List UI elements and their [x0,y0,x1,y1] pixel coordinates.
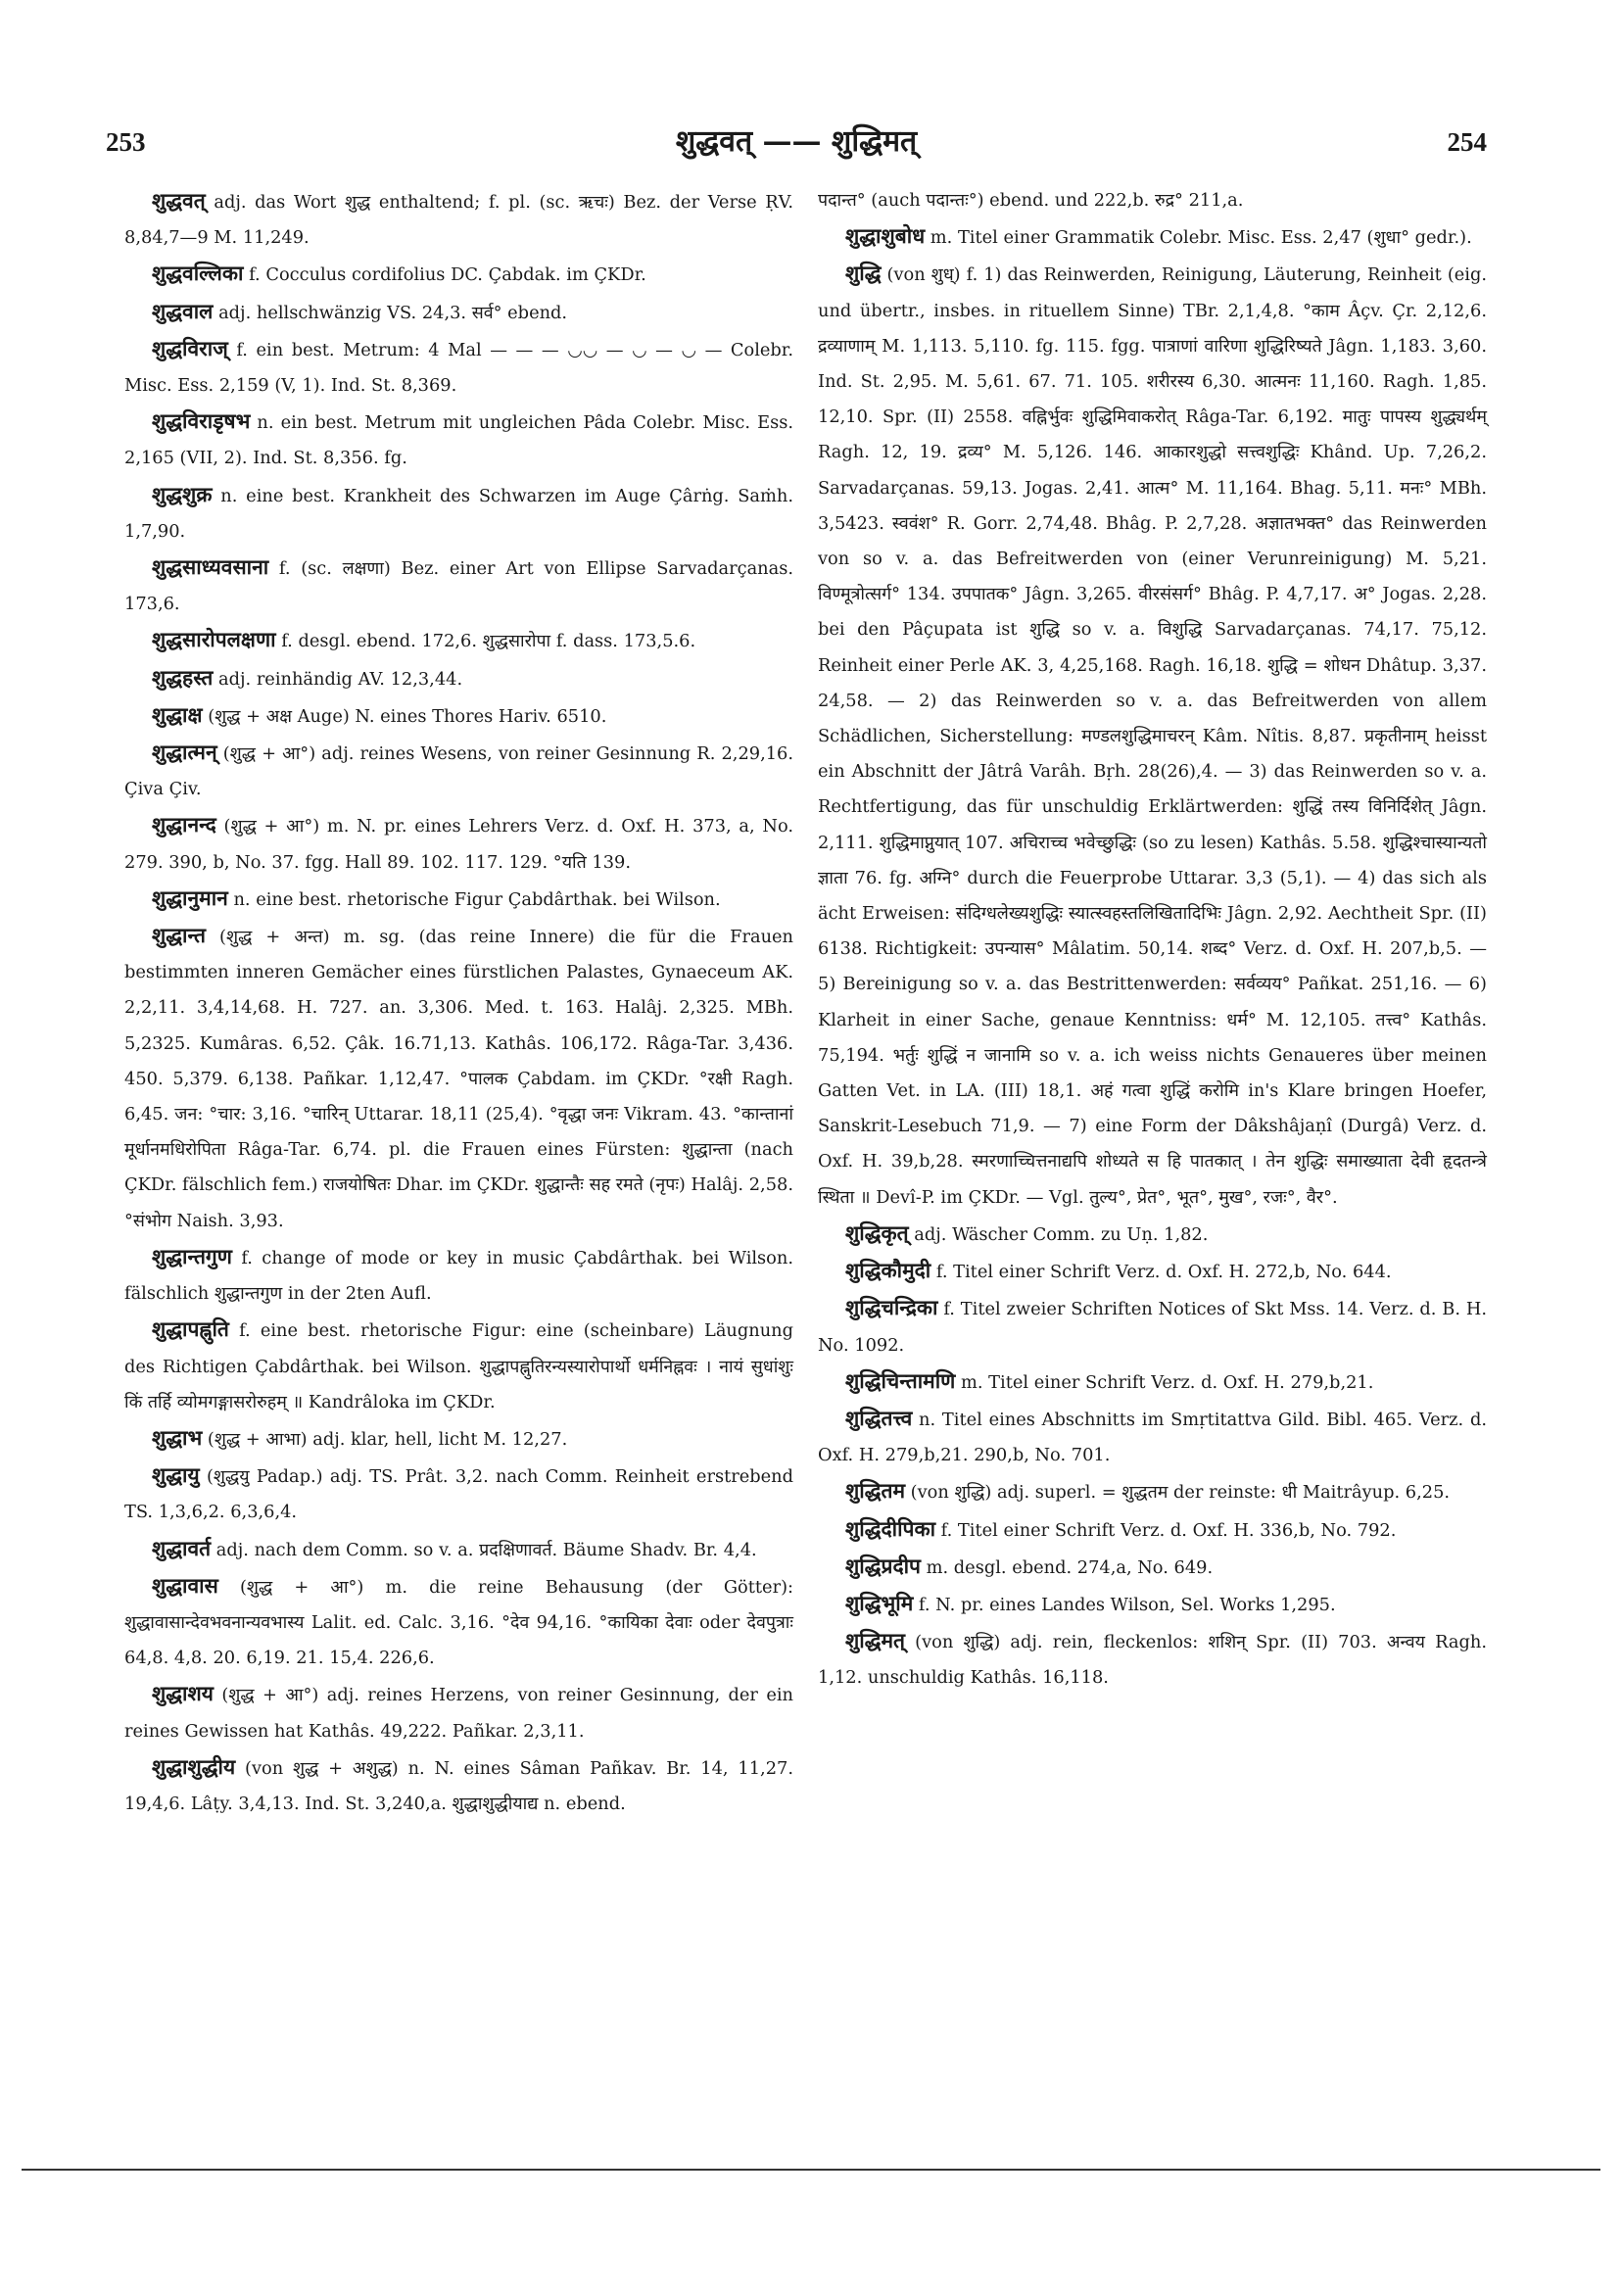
dictionary-entry [818,183,1487,218]
dictionary-entry [124,404,793,476]
entry-headword: शुद्धात्मन् [152,740,217,765]
dictionary-entry [124,1420,793,1458]
entry-definition: (von शुद्धि) adj. superl. = शुद्धतम der reinste: धी Maitrâyup. 6,25. [905,1482,1451,1504]
entry-definition: f. eine best. rhetorische Figur: eine (scheinbare) Läugnung des Richtigen Çabdârthak. bei Wilson. शुद्धापह्नुतिरन्यस्यारोपार्थो धर्मनिह्नवः । नायं सुधांशुः किं तर्हि व्योमगङ्गासरोरुहम् ॥ Kandrâloka im ÇKDr. [124,1320,793,1412]
entry-headword: शुद्धिभूमि [845,1590,914,1615]
entry-headword: शुद्धाशय [152,1681,214,1706]
entry-headword: शुद्धिमत् [845,1628,906,1653]
entry-headword: शुद्धविराडृषभ [152,408,251,434]
entry-definition: f. (sc. लक्षणा) Bez. einer Art von Ellipse Sarvadarçanas. 173,6. [124,558,793,615]
entry-headword: शुद्धहस्त [152,664,214,690]
entry-headword: शुद्धावास [152,1572,218,1598]
dictionary-entry [124,735,793,807]
entry-headword: शुद्धितम [845,1478,906,1504]
entry-definition: (von शुध्) f. 1) das Reinwerden, Reinigung, Läuterung, Reinheit (eig. und übertr., insbes. in rituellem Sinne) TBr. 2,1,4,8. °काम Âçv. Çr. 2,12,6. द्रव्याणाम् M. 1,113. 5,110. fg. 115. fgg. पात्राणां वारिणा शुद्धिरिष्यते Jâgn. 1,183. 3,60. Ind. St. 2,95. M. 5,61. 67. 71. 105. शरीरस्य 6,30. आत्मनः 11,160. Ragh. 1,85. 12,10. Spr. (II) 2558. वह्निर्भुवः शुद्धिमिवाकरोत् Râga-Tar. 6,192. मातुः पापस्य शुद्ध्यर्थम् Ragh. 12, 19. द्रव्य° M. 5,126. 146. आकारशुद्धो सत्त्वशुद्धिः Khând. Up. 7,26,2. Sarvadarçanas. 59,13. Jogas. 2,41. आत्म° M. 11,164. Bhag. 5,11. मनः° MBh. 3,5423. स्ववंश° R. Gorr. 2,74,48. Bhâg. P. 2,7,28. अज्ञातभक्त° das Reinwerden von so v. a. das Befreitwerden von (einer Verunreinigung) M. 5,21. विण्मूत्रोत्सर्ग° 134. उपपातक° Jâgn. 3,265. वीरसंसर्ग° Bhâg. P. 4,7,17. अ° Jogas. 2,28. bei den Pâçupata ist शुद्धि so v. a. विशुद्धि Sarvadarçanas. 74,17. 75,12. Reinheit einer Perle AK. 3, 4,25,168. Ragh. 16,18. शुद्धि = शोधन Dhâtup. 3,37. 24,58. — 2) das Reinwerden so v. a. das Befreitwerden von allem Schädlichen, Sicherstellung: मण्डलशुद्धिमाचरन् Kâm. Nîtis. 8,87. प्रकृतीनाम् heisst ein Abschnitt der Jâtrâ Varâh. Bṛh. 28(26),4. — 3) das Reinwerden so v. a. Rechtfertigung, das für unschuldig Erklärtwerden: शुद्धिं तस्य विनिर्दिशेत् Jâgn. 2,111. शुद्धिमाप्नुयात् 107. अचिराच्च भवेच्छुद्धिः (so zu lesen) Kathâs. 5.58. शुद्धिश्चास्यान्यतो ज्ञाता 76. fg. अग्नि° durch die Feuerprobe Uttarar. 3,3 (5,1). — 4) das sich als ächt Erweisen: संदिग्धलेख्यशुद्धिः स्यात्स्वहस्तलिखितादिभिः Jâgn. 2,92. Aechtheit Spr. (II) 6138. Richtigkeit: उपन्यास° Mâlatim. 50,14. शब्द° Verz. d. Oxf. H. 207,b,5. — 5) Bereinigung so v. a. das Bestrittenwerden: सर्वव्यय° Pañkat. 251,16. — 6) Klarheit in einer Sache, genaue Kenntniss: धर्म° M. 12,105. तत्त्व° Kathâs. 75,194. भर्तुः शुद्धिं न जानामि so v. a. ich weiss nichts Genaueres über meinen Gatten Vet. in LA. (III) 18,1. अहं गत्वा शुद्धिं करोमि in's Klare bringen Hoefer, Sanskrit-Lesebuch 71,9. — 7) eine Form der Dâkshâjaṇî (Durgâ) Verz. d. Oxf. H. 39,b,28. स्मरणाच्चित्तनाद्यपि शोध्यते स हि पातकात् । तेन शुद्धिः समाख्याता देवी हृदतन्त्रे स्थिता ॥ Devî-P. im ÇKDr. — Vgl. तुल्य°, प्रेत°, भूत°, मुख°, रजः°, वैर°. [818,264,1487,1208]
dictionary-entry [818,1473,1487,1510]
footer-rule [22,2169,1600,2171]
entry-definition: (von शुद्धि) adj. rein, fleckenlos: शशिन् Spr. (II) 703. अन्वय Ragh. 1,12. unschuldig Kathâs. 16,118. [818,1632,1487,1689]
entry-definition: (शुद्ध + आ°) adj. reines Herzens, von reiner Gesinnung, der ein reines Gewissen hat Kathâs. 49,222. Pañkar. 2,3,11. [124,1685,793,1742]
dictionary-entry [818,1586,1487,1623]
page-number-left: 253 [106,127,146,157]
entry-headword: शुद्धिकृत् [845,1220,909,1245]
entry-headword: शुद्धवाल [152,298,214,323]
entry-definition: (शुद्ध + अक्ष Auge) N. eines Thores Hariv. 6510. [202,705,607,727]
entry-definition: f. ein best. Metrum: 4 Mal — — — ◡◡ — ◡ — ◡ — Colebr. Misc. Ess. 2,159 (V, 1). Ind. St. 8,369. [124,339,793,397]
entry-definition: (von शुद्ध + अशुद्ध) n. N. eines Sâman Pañkav. Br. 14, 11,27. 19,4,6. Lâṭy. 3,4,13. Ind. St. 3,240,a. शुद्धाशुद्धीयाद्य n. ebend. [124,1757,793,1814]
entry-definition: f. desgl. ebend. 172,6. शुद्धसारोपा f. dass. 173,5.6. [275,631,696,652]
dictionary-entry [818,256,1487,1215]
entry-definition: adj. das Wort शुद्ध enthaltend; f. pl. (sc. ऋचः) Bez. der Verse ṚV. 8,84,7—9 M. 11,249. [124,192,793,249]
entry-headword: शुद्धावर्त [152,1535,212,1560]
entry-definition: adj. nach dem Comm. so v. a. प्रदक्षिणावर्त. Bäume Shadv. Br. 4,4. [211,1539,757,1560]
entry-definition: adj. reinhändig AV. 12,3,44. [213,668,463,690]
entry-headword: शुद्धिप्रदीप [845,1553,921,1578]
dictionary-entry [124,697,793,735]
entry-headword: शुद्धसाध्यवसाना [152,554,269,580]
dictionary-entry [124,807,793,880]
dictionary-entry [124,660,793,697]
entry-headword: शुद्धिचन्द्रिका [845,1295,938,1320]
entry-headword: शुद्धितत्त्व [845,1405,913,1430]
entry-definition: n. eine best. rhetorische Figur Çabdârthak. bei Wilson. [227,888,721,910]
entry-headword: शुद्धवल्लिका [152,261,244,286]
dictionary-entry [818,1290,1487,1363]
entry-headword: शुद्धायु [152,1462,200,1488]
dictionary-entry [124,1676,793,1748]
entry-definition: f. Cocculus cordifolius DC. Çabdak. im ÇKDr. [243,264,646,286]
entry-headword: शुद्धाशुबोध [845,223,926,249]
entry-definition: adj. Wäscher Comm. zu Uṇ. 1,82. [908,1223,1209,1245]
entry-definition: (शुद्ध + आ°) adj. reines Wesens, von reiner Gesinnung R. 2,29,16. Çiva Çiv. [124,743,793,800]
dictionary-entry [124,918,793,1239]
entry-definition: (शुद्ध + आ°) m. N. pr. eines Lehrers Verz. d. Oxf. H. 373, a, No. 279. 390, b, No. 37. fgg. Hall 89. 102. 117. 129. °यति 139. [124,816,793,873]
entry-headword: शुद्धान्तगुण [152,1243,232,1268]
entry-headword: शुद्धिदीपिका [845,1515,936,1541]
entry-definition: m. Titel einer Grammatik Colebr. Misc. Ess. 2,47 (शुधा° gedr.). [925,227,1472,249]
entry-headword: शुद्धानुमान [152,885,228,910]
dictionary-entry [818,1623,1487,1696]
entry-definition: adj. hellschwänzig VS. 24,3. सर्व° ebend. [213,302,568,323]
entry-definition: n. Titel eines Abschnitts im Smṛtitattva Gild. Bibl. 465. Verz. d. Oxf. H. 279,b,21. 290,b, No. 701. [818,1409,1487,1466]
entry-definition: m. desgl. ebend. 274,a, No. 649. [920,1556,1214,1578]
dictionary-entry [124,550,793,622]
entry-headword: शुद्धिकौमुदी [845,1258,931,1283]
dictionary-entry [124,881,793,918]
dictionary-entry [818,1511,1487,1549]
dictionary-entry [124,331,793,404]
page-header [106,120,1487,168]
entry-definition: f. Titel einer Schrift Verz. d. Oxf. H. 336,b, No. 792. [935,1519,1397,1541]
entry-headword: शुद्धशुक्र [152,481,213,506]
dictionary-entry [818,1216,1487,1253]
entry-headword: शुद्धान्त [152,923,206,948]
entry-headword: शुद्धि [845,261,882,286]
entry-definition: पदान्त° (auch पदान्तः°) ebend. und 222,b. रुद्र° 211,a. [818,190,1244,211]
entry-definition: f. Titel zweier Schriften Notices of Skt Mss. 14. Verz. d. B. H. No. 1092. [818,1299,1487,1356]
entry-headword: शुद्धिचिन्तामणि [845,1367,956,1393]
dictionary-entry [124,1568,793,1677]
entry-headword: शुद्धाक्ष [152,701,203,727]
entry-headword: शुद्धानन्द [152,812,216,837]
entry-definition: (शुद्ध + आभा) adj. klar, hell, licht M. 12,27. [202,1428,568,1450]
dictionary-entry [818,218,1487,256]
entry-definition: n. ein best. Metrum mit ungleichen Pâda Colebr. Misc. Ess. 2,165 (VII, 2). Ind. St. 8,356. fg. [124,412,793,469]
dictionary-entry [124,1531,793,1568]
dictionary-entry [818,1363,1487,1401]
entry-headword: शुद्धविराज् [152,335,228,360]
entry-definition: n. eine best. Krankheit des Schwarzen im Auge Çârṅg. Saṁh. 1,7,90. [124,485,793,542]
entry-headword: शुद्धापह्नुति [152,1316,229,1342]
page-number-right: 254 [1447,127,1487,157]
running-title: शुद्धवत् —— शुद्धिमत् [675,124,918,159]
entry-definition: f. change of mode or key in music Çabdârthak. bei Wilson. fälschlich शुद्धान्तगुण in der 2ten Aufl. [124,1247,793,1305]
entry-definition: (शुद्धयु Padap.) adj. TS. Prât. 3,2. nach Comm. Reinheit erstrebend TS. 1,3,6,2. 6,3,6,4. [124,1466,793,1523]
dictionary-entry [124,477,793,550]
dictionary-entry [818,1401,1487,1473]
entry-headword: शुद्धसारोपलक्षणा [152,627,276,652]
dictionary-entry [818,1253,1487,1290]
dictionary-entry [124,1749,793,1822]
right-column [818,183,1487,1697]
dictionary-entry [818,1549,1487,1586]
entry-definition: f. N. pr. eines Landes Wilson, Sel. Works 1,295. [913,1594,1336,1615]
entry-definition: f. Titel einer Schrift Verz. d. Oxf. H. 272,b, No. 644. [930,1262,1392,1283]
entry-definition: m. Titel einer Schrift Verz. d. Oxf. H. 279,b,21. [955,1371,1374,1393]
dictionary-entry [124,294,793,331]
entry-headword: शुद्धवत् [152,188,206,213]
entry-definition: (शुद्ध + आ°) m. die reine Behausung (der Götter): शुद्धावासान्देवभवनान्यवभास्य Lalit. ed. Calc. 3,16. °देव 94,16. °कायिका देवाः oder देवपुत्राः 64,8. 4,8. 20. 6,19. 21. 15,4. 226,6. [124,1576,793,1669]
dictionary-entry [124,1239,793,1312]
dictionary-entry [124,256,793,293]
dictionary-entry [124,1458,793,1530]
entry-headword: शुद्धाभ [152,1424,203,1450]
dictionary-entry [124,622,793,659]
entry-definition: (शुद्ध + अन्त) m. sg. (das reine Innere) die für die Frauen bestimmten inneren Gemächer eines fürstlichen Palastes, Gynaeceum AK. 2,2,11. 3,4,14,68. H. 727. an. 3,306. Med. t. 163. Halâj. 2,325. MBh. 5,2325. Kumâras. 6,52. Çâk. 16.71,13. Kathâs. 106,172. Râga-Tar. 3,436. 450. 5,379. 6,138. Pañkar. 1,12,47. °पालक Çabdam. im ÇKDr. °रक्षी Ragh. 6,45. जन: °चार: 3,16. °चारिन् Uttarar. 18,11 (25,4). °वृद्धा जनः Vikram. 43. °कान्तानां मूर्धानमधिरोपिता Râga-Tar. 6,74. pl. die Frauen eines Fürsten: शुद्धान्ता (nach ÇKDr. fälschlich fem.) राजयोषितः Dhar. im ÇKDr. शुद्धान्तैः सह रमते (नृपः) Halâj. 2,58. °संभोग Naish. 3,93. [124,927,793,1231]
entry-headword: शुद्धाशुद्धीय [152,1753,236,1779]
dictionary-entry [124,183,793,256]
left-column [124,183,793,1822]
dictionary-entry [124,1312,793,1420]
